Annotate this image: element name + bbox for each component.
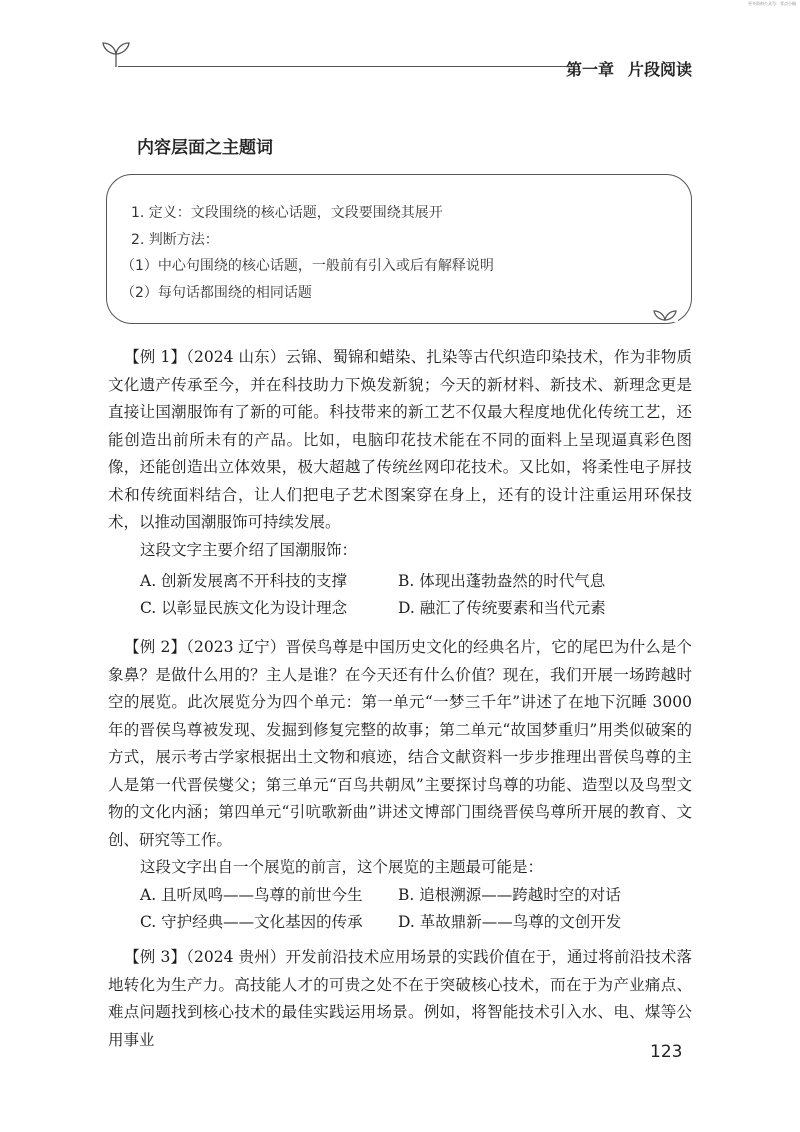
example-3-passage bbox=[108, 944, 692, 1054]
example-2-source: （2023 辽宁） bbox=[186, 638, 286, 656]
example-1-option-d: D. 融汇了传统要素和当代元素 bbox=[398, 599, 606, 617]
definition-line: （1）中心句围绕的核心话题，一般前有引入或后有解释说明 bbox=[121, 258, 494, 274]
section-title: 内容层面之主题词 bbox=[137, 138, 273, 158]
example-1-question: 这段文字主要介绍了国潮服饰： bbox=[140, 541, 358, 559]
definition-line: 1. 定义：文段围绕的核心话题，文段要围绕其展开 bbox=[131, 205, 443, 221]
example-2-text: 晋侯鸟尊是中国历史文化的经典名片，它的尾巴为什么是个象鼻？是做什么用的？主人是谁？在今天还有什么价值？现在，我们开展一场跨越时空的展览。此次展览分为四个单元：第一单元“一梦三千年”讲述了在地下沉睡 3000 年的晋侯鸟尊被发现、发掘到修复完整的故事；第二单元“故国梦重归”用类似破案的方式，展示考古学家根据出土文物和痕迹，结合文献资料一步步推理出晋侯鸟尊的主人是第一代晋侯燮父；第三单元“百鸟共朝凤”主要探讨鸟尊的功能、造型以及鸟型文物的文化内涵；第四单元“引吭歌新曲”讲述文博部门围绕晋侯鸟尊所开展的教育、文创、研究等工作。 bbox=[108, 638, 692, 849]
example-2-passage bbox=[108, 634, 692, 854]
example-1-passage bbox=[108, 344, 692, 537]
example-3-text: 开发前沿技术应用场景的实践价值在于，通过将前沿技术落地转化为生产力。高技能人才的可贵之处不在于突破核心技术，而在于为产业痛点、难点问题找到核心技术的最佳实践运用场景。例如，将智能技术引入水、电、煤等公用事业 bbox=[108, 948, 692, 1049]
leaf-decoration-icon bbox=[652, 308, 678, 322]
definition-line: 2. 判断方法： bbox=[131, 232, 219, 248]
chapter-header bbox=[566, 57, 716, 80]
example-2-option-c: C. 守护经典——文化基因的传承 bbox=[140, 913, 363, 931]
chapter-section-label: 片段阅读 bbox=[628, 60, 693, 79]
watermark: 更多资料公众号：零点小镇 bbox=[748, 1, 796, 6]
example-3-label: 【例 3】 bbox=[124, 948, 187, 966]
example-1-text: 云锦、蜀锦和蜡染、扎染等古代织造印染技术，作为非物质文化遗产传承至今，并在科技助力下焕发新貌；今天的新材料、新技术、新理念更是直接让国潮服饰有了新的可能。科技带来的新工艺不仅最大程度地优化传统工艺，还能创造出前所未有的产品。比如，电脑印花技术能在不同的面料上呈现逼真彩色图像，还能创造出立体效果，极大超越了传统丝网印花技术。又比如，将柔性电子屏技术和传统面料结合，让人们把电子艺术图案穿在身上，还有的设计注重运用环保技术，以推动国潮服饰可持续发展。 bbox=[108, 348, 692, 531]
example-1-source: （2024 山东） bbox=[186, 348, 286, 366]
example-2-option-a: A. 且听凤鸣——鸟尊的前世今生 bbox=[140, 886, 363, 904]
example-2-question: 这段文字出自一个展览的前言，这个展览的主题最可能是： bbox=[140, 858, 544, 876]
definition-line: （2）每句话都围绕的相同话题 bbox=[121, 285, 312, 301]
example-1-option-b: B. 体现出蓬勃盎然的时代气息 bbox=[398, 572, 606, 590]
header-rule bbox=[118, 66, 570, 67]
example-2-option-d: D. 革故鼎新——鸟尊的文创开发 bbox=[398, 913, 622, 931]
definition-box bbox=[106, 174, 692, 324]
example-3-source: （2024 贵州） bbox=[186, 948, 286, 966]
chapter-label: 第一章 bbox=[566, 60, 615, 79]
example-2-label: 【例 2】 bbox=[124, 638, 187, 656]
sprout-leaf-icon bbox=[101, 40, 131, 68]
example-1-option-a: A. 创新发展离不开科技的支撑 bbox=[140, 572, 348, 590]
example-1-option-c: C. 以彰显民族文化为设计理念 bbox=[140, 599, 348, 617]
example-1-label: 【例 1】 bbox=[124, 348, 187, 366]
page-number: 123 bbox=[650, 1042, 683, 1062]
example-2-option-b: B. 追根溯源——跨越时空的对话 bbox=[398, 886, 621, 904]
